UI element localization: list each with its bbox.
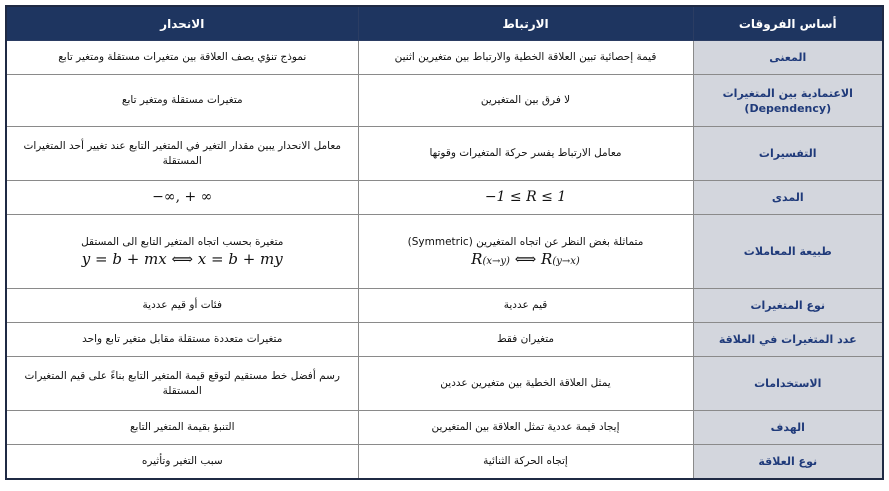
- table-row: [6, 357, 883, 411]
- formula-sub-left: (x→y): [482, 255, 510, 267]
- header-regression: الانحدار: [6, 6, 358, 41]
- row-label: المعنى: [693, 41, 883, 75]
- regression-cell: معامل الانحدار يبين مقدار التغير في المتغير التابع عند تغيير أحد المتغيرات المستقلة: [6, 127, 358, 181]
- correlation-cell: [358, 181, 693, 215]
- correlation-cell: قيم عددية: [358, 289, 693, 323]
- correlation-cell: قيمة إحصائية تبين العلاقة الخطية والارتباط بين متغيرين اثنين: [358, 41, 693, 75]
- row-label: التفسيرات: [693, 127, 883, 181]
- regression-cell: [6, 215, 358, 289]
- formula-sub-right: (y→x): [552, 255, 580, 267]
- regression-cell: رسم أفضل خط مستقيم لتوقع قيمة المتغير التابع بناءً على قيم المتغيرات المستقلة: [6, 357, 358, 411]
- row-label: الهدف: [693, 411, 883, 445]
- regression-cell: سبب التغير وتأثيره: [6, 445, 358, 479]
- correlation-cell: لا فرق بين المتغيرين: [358, 75, 693, 127]
- row-label: نوع العلاقة: [693, 445, 883, 479]
- correlation-cell: إيجاد قيمة عددية تمثل العلاقة بين المتغيرين: [358, 411, 693, 445]
- comparison-table: [5, 5, 884, 480]
- row-label: المدى: [693, 181, 883, 215]
- correlation-cell: متغيران فقط: [358, 323, 693, 357]
- formula-r-right: R: [541, 249, 553, 268]
- table-row: [6, 289, 883, 323]
- correlation-cell: [358, 215, 693, 289]
- row-label: الاستخدامات: [693, 357, 883, 411]
- formula-r-left: R: [471, 249, 483, 268]
- table-row: [6, 127, 883, 181]
- correlation-cell: يمثل العلاقة الخطية بين متغيرين عددين: [358, 357, 693, 411]
- row-label: عدد المتغيرات في العلاقة: [693, 323, 883, 357]
- row-label: نوع المتغيرات: [693, 289, 883, 323]
- correlation-cell: إتجاه الحركة الثنائية: [358, 445, 693, 479]
- regression-formula: y = b + mx ⟺ x = b + my: [81, 249, 283, 268]
- table-row: [6, 411, 883, 445]
- row-label: طبيعة المعاملات: [693, 215, 883, 289]
- correlation-cell: معامل الارتباط يفسر حركة المتغيرات وقوتها: [358, 127, 693, 181]
- regression-cell: متغيرات مستقلة ومتغير تابع: [6, 75, 358, 127]
- row-label: الاعتمادية بين المتغيرات (Dependency): [693, 75, 883, 127]
- regression-cell: التنبؤ بقيمة المتغير التابع: [6, 411, 358, 445]
- table-row: [6, 323, 883, 357]
- regression-cell: نموذج تنؤي يصف العلاقة بين متغيرات مستقلة ومتغير تابع: [6, 41, 358, 75]
- regression-cell: متغيرات متعددة مستقلة مقابل متغير تابع واحد: [6, 323, 358, 357]
- table-row: [6, 41, 883, 75]
- header-row: [6, 6, 883, 41]
- table-row: [6, 445, 883, 479]
- formula-equivalence: ⟺: [514, 249, 537, 268]
- correlation-range-formula: −1 ≤ R ≤ 1: [484, 188, 567, 205]
- table-row: [6, 181, 883, 215]
- table-row: [6, 215, 883, 289]
- direction-text: متغيرة بحسب اتجاه المتغير التابع الى المستقل: [81, 235, 284, 248]
- header-basis: أساس الفروقات: [693, 6, 883, 41]
- table-row: [6, 75, 883, 127]
- regression-cell: فئات أو قيم عددية: [6, 289, 358, 323]
- symmetric-text: متماثلة بغض النظر عن اتجاه المتغيرين (Symmetric): [407, 235, 644, 248]
- symmetric-formula: [471, 249, 580, 269]
- header-correlation: الارتباط: [358, 6, 693, 41]
- comparison-container: [5, 5, 882, 485]
- regression-cell: [6, 181, 358, 215]
- regression-range-formula: −∞, + ∞: [152, 188, 213, 205]
